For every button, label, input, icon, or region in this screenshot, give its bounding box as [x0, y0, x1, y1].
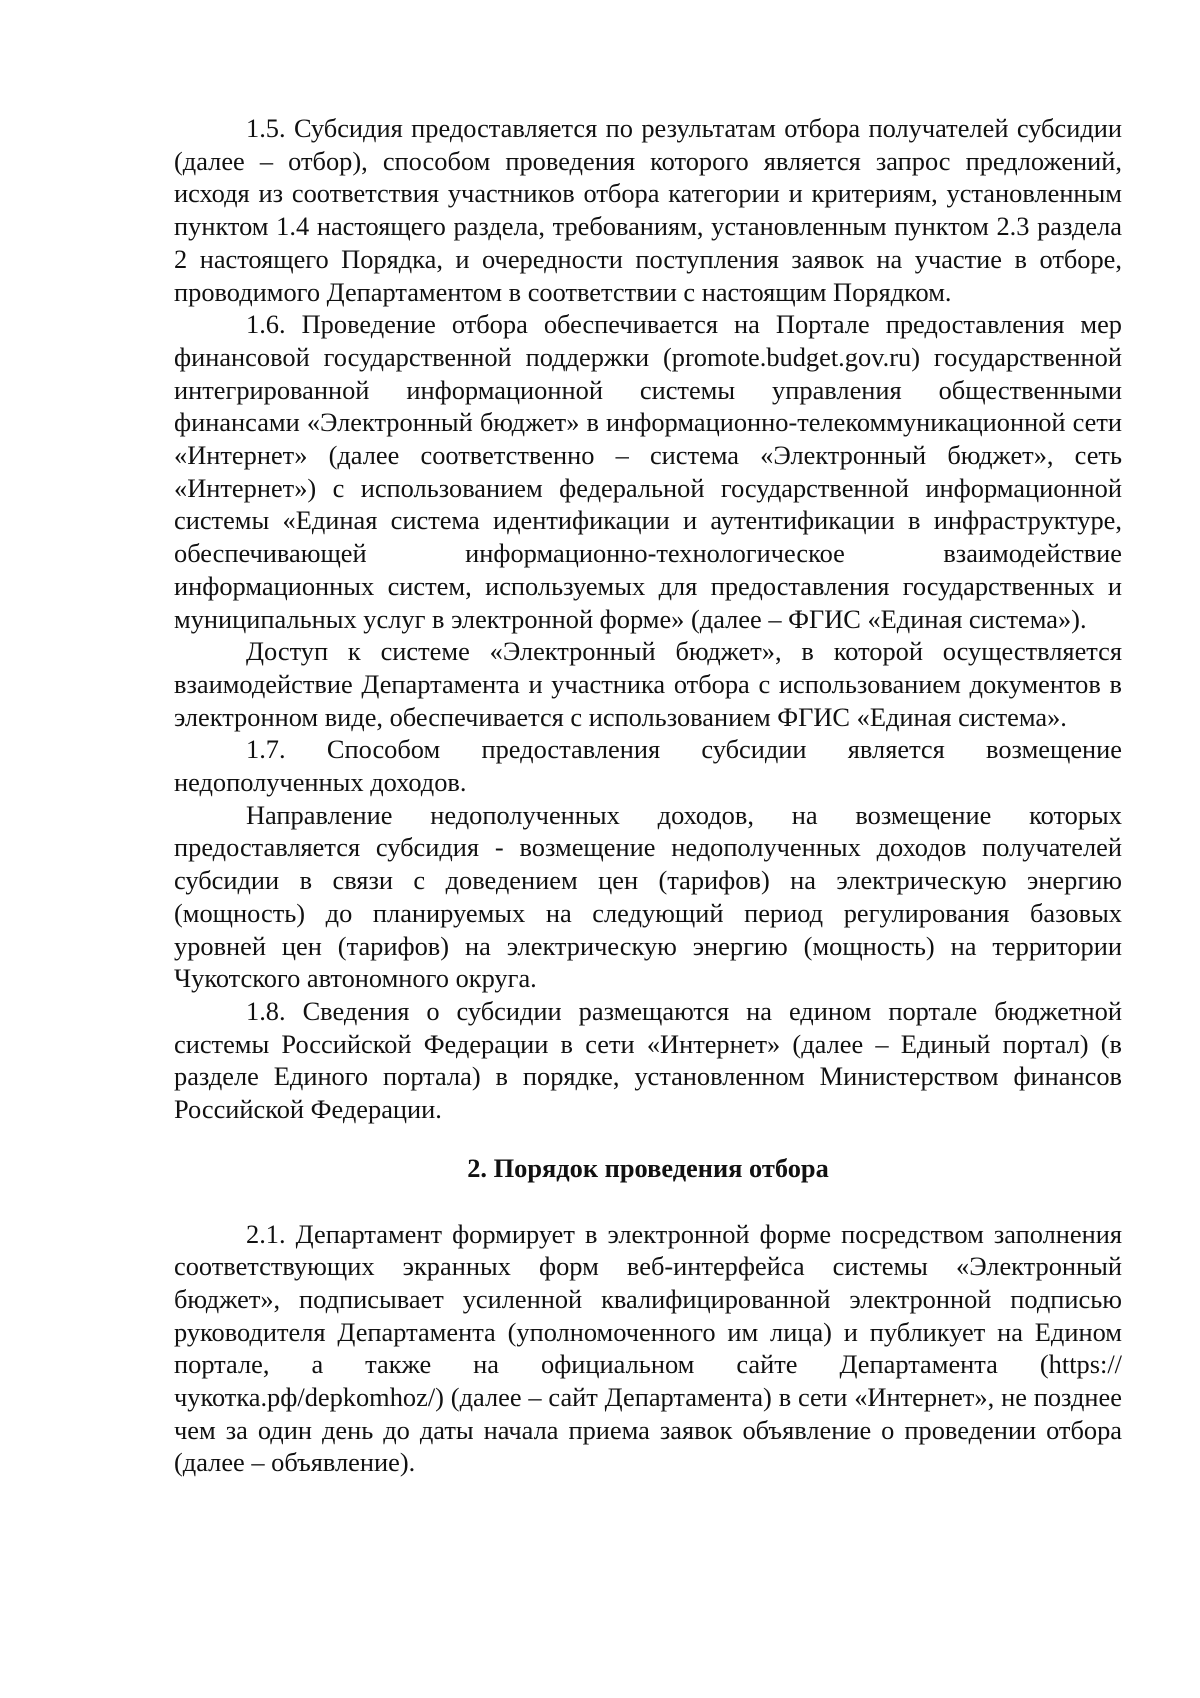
paragraph-direction: Направление недополученных доходов, на возмещение которых предоставляется субсидия - возмещение недополученных доходов получателей субсидии в связи с доведением цен (тарифов) на электрическую энергию (мощность) до планируемых на следующий период регулирования базовых уровней цен (тарифов) на электрическую энергию (мощность) на территории Чукотского автономного округа. — [174, 799, 1122, 994]
paragraph-access: Доступ к системе «Электронный бюджет», в которой осуществляется взаимодействие Департамента и участника отбора с использованием документов в электронном виде, обеспечивается с использованием ФГИС «Единая система». — [174, 636, 1122, 732]
paragraph-1-8: 1.8. Сведения о субсидии размещаются на едином портале бюджетной системы Российской Федерации в сети «Интернет» (далее – Единый портал) (в разделе Единого портала) в порядке, установленном Министерством финансов Российской Федерации. — [174, 995, 1122, 1125]
paragraph-1-6: 1.6. Проведение отбора обеспечивается на Портале предоставления мер финансовой государственной поддержки (promote.budget.gov.ru) государственной интегрированной информационной системы управления общественными финансами «Электронный бюджет» в информационно-телекоммуникационной сети «Интернет» (далее соответственно – система «Электронный бюджет», сеть «Интернет») с использованием федеральной государственной информационной системы «Единая система идентификации и аутентификации в инфраструктуре, обеспечивающей информационно-технологическое взаимодействие информационных систем, используемых для предоставления государственных и муниципальных услуг в электронной форме» (далее – ФГИС «Единая система»). — [174, 309, 1122, 634]
paragraph-2-1: 2.1. Департамент формирует в электронной форме посредством заполнения соответствующих экранных форм веб-интерфейса системы «Электронный бюджет», подписывает усиленной квалифицированной электронной подписью руководителя Департамента (уполномоченного им лица) и публикует на Едином портале, а также на официальном сайте Департамента (https://чукотка.рф/depkomhoz/) (далее – сайт Департамента) в сети «Интернет», не позднее чем за один день до даты начала приема заявок объявление о проведении отбора (далее – объявление). — [174, 1218, 1122, 1478]
paragraph-1-5: 1.5. Субсидия предоставляется по результатам отбора получателей субсидии (далее – отбор), способом проведения которого является запрос предложений, исходя из соответствия участников отбора категории и критериям, установленным пунктом 1.4 настоящего раздела, требованиям, установленным пунктом 2.3 раздела 2 настоящего Порядка, и очередности поступления заявок на участие в отборе, проводимого Департаментом в соответствии с настоящим Порядком. — [174, 113, 1122, 307]
spacer — [174, 1185, 1122, 1218]
section-heading: 2. Порядок проведения отбора — [467, 1152, 829, 1183]
document-page — [174, 112, 1122, 1479]
paragraph-1-7: 1.7. Способом предоставления субсидии является возмещение недополученных доходов. — [174, 734, 1122, 798]
spacer — [174, 1126, 1122, 1152]
